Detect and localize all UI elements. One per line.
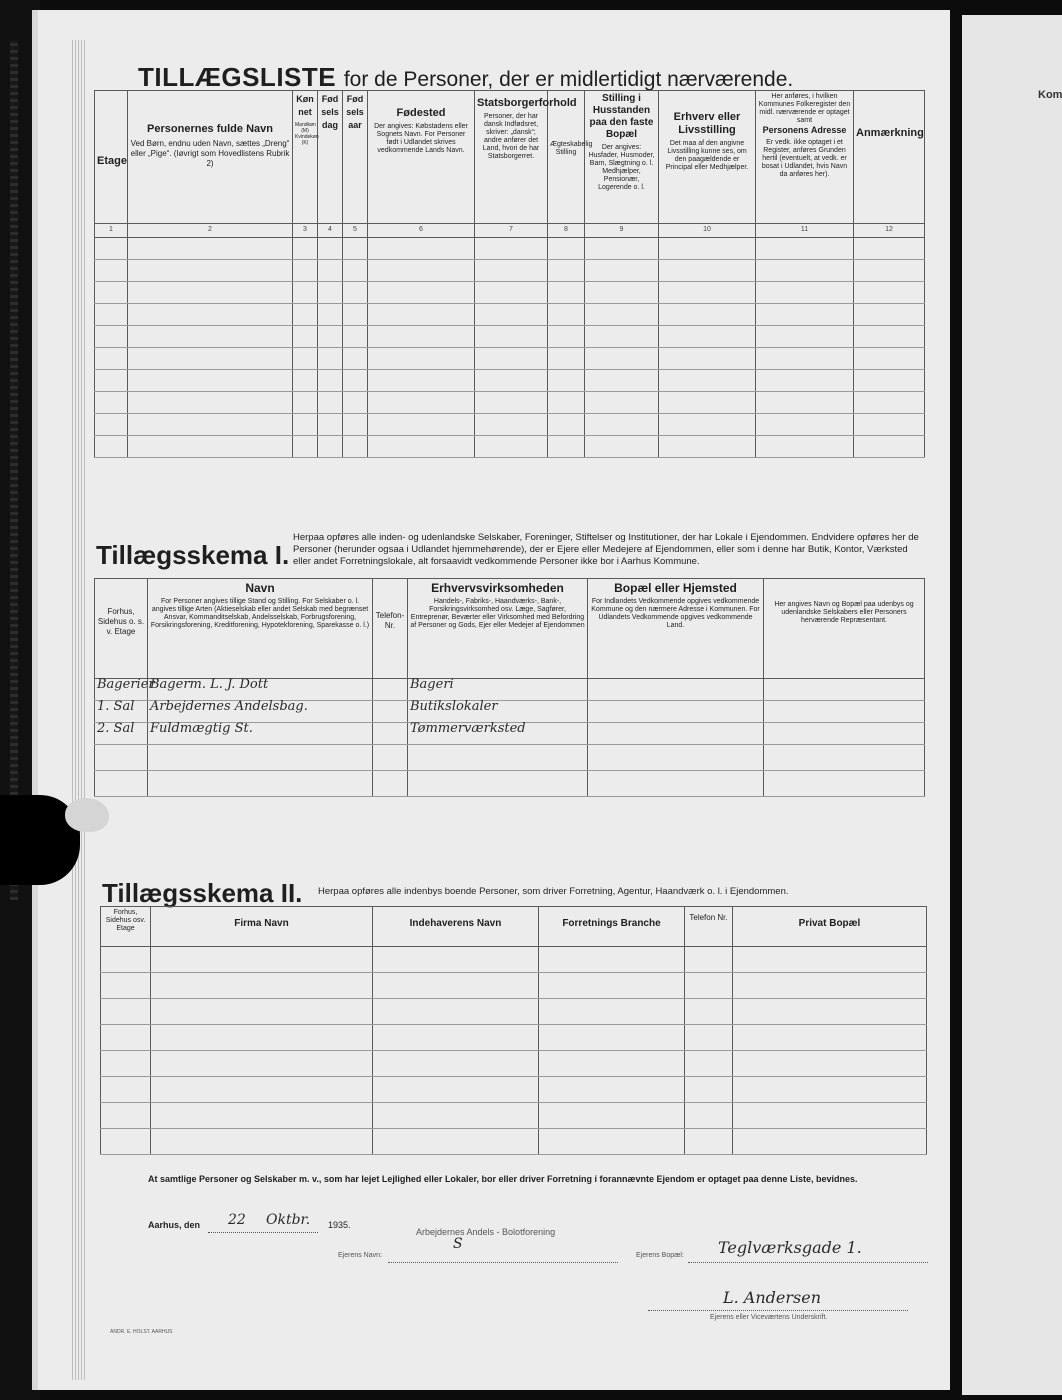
schema2-row xyxy=(101,999,927,1025)
place-date-label: Aarhus, den xyxy=(148,1220,201,1230)
table-cell xyxy=(373,771,408,797)
table-cell xyxy=(373,973,539,999)
table-cell xyxy=(293,370,318,392)
list-col-adresse: Her anføres, i hvilken Kommunes Folkeregister den midl. nærværende er optaget samt Personens Adresse Er vedk. ikke optaget i et Register, anføres Grunden hertil (eventuelt, at vedk. er bosat i Udlandet, hvis Navn da anføres her). xyxy=(756,91,854,224)
table-cell xyxy=(368,304,475,326)
table-cell xyxy=(539,973,685,999)
schema2-row xyxy=(101,1025,927,1051)
table-cell xyxy=(475,370,548,392)
table-cell xyxy=(685,1077,733,1103)
table-cell xyxy=(659,392,756,414)
list-row xyxy=(95,326,925,348)
table-cell xyxy=(101,1025,151,1051)
table-cell xyxy=(318,348,343,370)
table-cell xyxy=(548,348,585,370)
table-cell xyxy=(101,1077,151,1103)
table-cell xyxy=(101,947,151,973)
table-cell xyxy=(733,1077,927,1103)
table-cell xyxy=(585,304,659,326)
table-cell xyxy=(148,723,373,745)
list-col-aegteskab: Ægteskabelig Stilling xyxy=(548,91,585,224)
schema2-table xyxy=(100,906,927,1155)
table-cell xyxy=(659,326,756,348)
table-cell xyxy=(368,414,475,436)
table-cell xyxy=(764,723,925,745)
table-cell xyxy=(659,436,756,458)
table-cell xyxy=(548,260,585,282)
table-cell xyxy=(585,282,659,304)
table-cell xyxy=(151,1077,373,1103)
handwritten-entry: Bagerm. L. J. Dott xyxy=(150,677,269,692)
date-day: 22 xyxy=(228,1212,246,1228)
table-cell xyxy=(95,260,128,282)
table-cell xyxy=(659,348,756,370)
list-row xyxy=(95,370,925,392)
date-month: Oktbr. xyxy=(266,1212,311,1228)
table-cell xyxy=(756,436,854,458)
table-cell xyxy=(733,1025,927,1051)
owner-name-line xyxy=(388,1262,618,1263)
table-cell xyxy=(585,370,659,392)
table-cell xyxy=(343,392,368,414)
table-cell xyxy=(101,1103,151,1129)
table-cell xyxy=(318,436,343,458)
table-cell xyxy=(95,436,128,458)
schema1-header-row xyxy=(95,579,925,679)
table-cell xyxy=(585,414,659,436)
list-header-row xyxy=(95,91,925,224)
table-cell xyxy=(548,370,585,392)
table-cell xyxy=(539,1025,685,1051)
table-cell xyxy=(373,723,408,745)
schema2-col-etage: Forhus, Sidehus osv. Etage xyxy=(101,907,151,947)
table-cell xyxy=(293,414,318,436)
handwritten-entry: 2. Sal xyxy=(97,721,135,736)
schema2-col-indehaver: Indehaverens Navn xyxy=(373,907,539,947)
table-cell xyxy=(585,348,659,370)
list-col-etage: Etage xyxy=(95,91,128,224)
table-cell xyxy=(151,1051,373,1077)
table-cell xyxy=(539,947,685,973)
list-row xyxy=(95,304,925,326)
list-col-stilling: Stilling i Husstanden paa den faste Bopæl Der angives: Husfader, Husmoder, Barn, Slægtning o. l. Medhjælper, Pensionær, Logerende o. l. xyxy=(585,91,659,224)
table-cell xyxy=(151,973,373,999)
schema1-col-etage: Forhus, Sidehus o. s. v. Etage xyxy=(95,579,148,679)
table-cell xyxy=(293,392,318,414)
page-title xyxy=(138,62,793,93)
schema2-header-row xyxy=(101,907,927,947)
owner-address-label: Ejerens Bopæl: xyxy=(636,1252,684,1259)
schema2-col-telefon: Telefon Nr. xyxy=(685,907,733,947)
table-cell xyxy=(764,679,925,701)
list-number-row: 1 2 3 4 5 6 7 8 9 10 11 12 xyxy=(95,224,925,238)
list-col-foedselsaar: Fødselsaar xyxy=(343,91,368,224)
table-cell xyxy=(318,414,343,436)
handwritten-entry: 1. Sal xyxy=(97,699,135,714)
table-cell xyxy=(373,999,539,1025)
owner-name-value: S xyxy=(453,1236,463,1252)
list-row xyxy=(95,260,925,282)
table-cell xyxy=(548,304,585,326)
table-cell xyxy=(368,238,475,260)
table-cell xyxy=(539,999,685,1025)
table-cell xyxy=(373,1051,539,1077)
schema2-title: Tillægsskema II. xyxy=(102,878,303,908)
table-cell xyxy=(548,238,585,260)
table-cell xyxy=(101,973,151,999)
table-cell xyxy=(151,999,373,1025)
form-page xyxy=(32,10,950,1390)
table-cell xyxy=(343,282,368,304)
table-cell xyxy=(318,392,343,414)
title-main: TILLÆGSLISTE xyxy=(138,62,337,92)
table-cell xyxy=(101,999,151,1025)
table-cell xyxy=(128,304,293,326)
table-cell xyxy=(373,745,408,771)
schema1-row xyxy=(95,701,925,723)
list-col-statsborger: Statsborgerforhold Personer, der har dansk Indfødsret, skriver: „dansk“; andre anfører det Land, hvori de har Statsborgerret. xyxy=(475,91,548,224)
table-cell xyxy=(343,326,368,348)
table-cell xyxy=(588,679,764,701)
stamp-text: Arbejdernes Andels - Bolotforening xyxy=(416,1227,556,1237)
tillaegsliste-table xyxy=(94,90,925,458)
table-cell xyxy=(318,282,343,304)
table-cell xyxy=(373,1077,539,1103)
owner-address-line xyxy=(688,1262,928,1263)
schema2-text: Herpaa opføres alle indenbys boende Personer, som driver Forretning, Agentur, Haandværk o. l. i Ejendommen. xyxy=(318,886,789,897)
table-cell xyxy=(588,701,764,723)
schema2-row xyxy=(101,973,927,999)
table-cell xyxy=(764,771,925,797)
table-cell xyxy=(128,370,293,392)
schema1-title: Tillægsskema I. xyxy=(96,540,290,570)
list-row xyxy=(95,348,925,370)
next-page-text: Kom xyxy=(1038,89,1062,101)
table-cell xyxy=(548,392,585,414)
table-cell xyxy=(539,1103,685,1129)
table-cell xyxy=(854,436,925,458)
table-cell xyxy=(548,326,585,348)
table-cell xyxy=(756,304,854,326)
table-cell xyxy=(128,414,293,436)
table-cell xyxy=(95,745,148,771)
table-cell xyxy=(368,260,475,282)
table-cell xyxy=(95,771,148,797)
table-cell xyxy=(368,370,475,392)
handwritten-entry: Fuldmægtig St. xyxy=(150,721,253,736)
table-cell xyxy=(101,1051,151,1077)
table-cell xyxy=(128,436,293,458)
table-cell xyxy=(685,1129,733,1155)
table-cell xyxy=(128,238,293,260)
table-cell xyxy=(151,947,373,973)
list-col-navn: Personernes fulde Navn Ved Børn, endnu uden Navn, sættes „Dreng“ eller „Pige“. (Iøvrigt som Hovedlistens Rubrik 2) xyxy=(128,91,293,224)
schema1-row xyxy=(95,745,925,771)
table-cell xyxy=(101,1129,151,1155)
table-cell xyxy=(475,304,548,326)
table-cell xyxy=(373,679,408,701)
table-cell xyxy=(408,723,588,745)
table-cell xyxy=(151,1103,373,1129)
table-cell xyxy=(548,414,585,436)
table-cell xyxy=(764,701,925,723)
table-cell xyxy=(95,677,155,701)
table-cell xyxy=(343,238,368,260)
table-cell xyxy=(95,348,128,370)
table-cell xyxy=(373,947,539,973)
handwritten-entry: Bageri xyxy=(410,677,454,692)
handwritten-entry: Tømmerværksted xyxy=(410,721,526,736)
schema1-col-navn: Navn For Personer angives tillige Stand og Stilling. For Selskaber o. l. angives tillige Arten (Aktieselskab eller andet Selskab med begrænset Ansvar, Kommanditselskab, Andelsselskab, Forbrugsforening, Forsikringsforening, Kreditforening, Hypotekforening, Sparekasse o. l.) xyxy=(148,579,373,679)
table-cell xyxy=(685,999,733,1025)
table-cell xyxy=(756,326,854,348)
schema2-col-bopael: Privat Bopæl xyxy=(733,907,927,947)
table-cell xyxy=(588,771,764,797)
table-cell xyxy=(128,348,293,370)
schema1-col-telefon: Telefon-Nr. xyxy=(373,579,408,679)
table-cell xyxy=(756,370,854,392)
table-cell xyxy=(95,282,128,304)
table-cell xyxy=(95,414,128,436)
list-col-koen: Kønnet Mandkøn (M) Kvindekøn (K) xyxy=(293,91,318,224)
table-cell xyxy=(343,348,368,370)
table-cell xyxy=(95,392,128,414)
table-cell xyxy=(318,238,343,260)
table-cell xyxy=(368,326,475,348)
table-cell xyxy=(151,1025,373,1051)
table-cell xyxy=(343,436,368,458)
table-cell xyxy=(756,238,854,260)
schema2-row xyxy=(101,1077,927,1103)
table-cell xyxy=(659,414,756,436)
table-cell xyxy=(659,304,756,326)
schema1-row xyxy=(95,771,925,797)
table-cell xyxy=(318,260,343,282)
table-cell xyxy=(539,1129,685,1155)
table-cell xyxy=(854,414,925,436)
date-line xyxy=(208,1232,318,1233)
table-cell xyxy=(475,260,548,282)
table-cell xyxy=(343,304,368,326)
table-cell xyxy=(368,282,475,304)
table-cell xyxy=(588,745,764,771)
table-cell xyxy=(733,1129,927,1155)
table-cell xyxy=(95,326,128,348)
table-cell xyxy=(659,238,756,260)
table-cell xyxy=(343,370,368,392)
table-cell xyxy=(293,326,318,348)
table-cell xyxy=(685,1025,733,1051)
table-cell xyxy=(318,304,343,326)
table-cell xyxy=(128,392,293,414)
table-cell xyxy=(293,260,318,282)
schema1-body xyxy=(95,679,925,797)
schema2-col-branche: Forretnings Branche xyxy=(539,907,685,947)
list-col-foedested: Fødested Der angives: Købstadens eller Sognets Navn. For Personer født i Udlandet skrives vedkommende Lands Navn. xyxy=(368,91,475,224)
list-row xyxy=(95,414,925,436)
table-cell xyxy=(293,348,318,370)
table-cell xyxy=(756,414,854,436)
table-cell xyxy=(733,999,927,1025)
list-row xyxy=(95,436,925,458)
table-cell xyxy=(151,1129,373,1155)
table-cell xyxy=(733,1103,927,1129)
table-cell xyxy=(854,260,925,282)
list-row xyxy=(95,282,925,304)
table-cell xyxy=(148,701,373,723)
table-cell xyxy=(95,304,128,326)
table-cell xyxy=(548,436,585,458)
table-cell xyxy=(659,260,756,282)
table-cell xyxy=(373,1103,539,1129)
table-cell xyxy=(373,1025,539,1051)
table-cell xyxy=(148,745,373,771)
schema2-col-firma: Firma Navn xyxy=(151,907,373,947)
table-cell xyxy=(343,260,368,282)
table-cell xyxy=(585,436,659,458)
schema2-row xyxy=(101,947,927,973)
schema1-col-bopael: Bopæl eller Hjemsted For Indlandets Vedkommende opgives vedkommende Kommune og den nærmere Adresse i Kommunen. For Udlandets Vedkommende opgives vedkommende Land. xyxy=(588,579,764,679)
table-cell xyxy=(293,304,318,326)
table-cell xyxy=(475,392,548,414)
table-cell xyxy=(148,771,373,797)
schema1-table xyxy=(94,578,925,797)
table-cell xyxy=(756,392,854,414)
table-cell xyxy=(585,392,659,414)
table-cell xyxy=(854,282,925,304)
table-cell xyxy=(475,414,548,436)
schema2-row xyxy=(101,1051,927,1077)
table-cell xyxy=(343,414,368,436)
binding-stitching xyxy=(10,40,18,900)
table-cell xyxy=(368,348,475,370)
table-cell xyxy=(148,679,373,701)
list-col-erhverv: Erhverv eller Livsstilling Det maa af den angivne Livsstilling kunne ses, om den paagældende er Principal eller Medhjælper. xyxy=(659,91,756,224)
table-cell xyxy=(95,238,128,260)
schema2-row xyxy=(101,1129,927,1155)
table-cell xyxy=(475,326,548,348)
schema1-row xyxy=(95,679,925,701)
table-cell xyxy=(128,260,293,282)
schema1-text: Herpaa opføres alle inden- og udenlandske Selskaber, Foreninger, Stiftelser og Institutioner, der har Lokale i Ejendommen. Endvidere opføres her de Personer (herunder ogsaa i Udlandet hjemmehørende), der er Ejere eller Medejere af Ejendommen, eller som i denne har Butik, Kontor, Værksted eller andet Forretningslokale, alt forsaavidt vedkommende Personer ikke bor i Aarhus Kommune. xyxy=(293,532,919,567)
list-body xyxy=(95,238,925,458)
table-cell xyxy=(588,723,764,745)
schema1-col-repraesentant: Her angives Navn og Bopæl paa udenbys og udenlandske Selskabers eller Personers herværende Repræsentant. xyxy=(764,579,925,679)
table-cell xyxy=(408,701,588,723)
table-cell xyxy=(854,326,925,348)
table-cell xyxy=(128,282,293,304)
table-cell xyxy=(733,947,927,973)
table-cell xyxy=(373,701,408,723)
table-cell xyxy=(659,282,756,304)
table-cell xyxy=(475,436,548,458)
printer-mark: ANDR. E. HOLST. AARHUS xyxy=(110,1329,173,1335)
table-cell xyxy=(854,238,925,260)
table-cell xyxy=(539,1051,685,1077)
owner-name-label: Ejerens Navn: xyxy=(338,1252,382,1259)
table-cell xyxy=(756,282,854,304)
table-cell xyxy=(854,304,925,326)
table-cell xyxy=(756,348,854,370)
table-cell xyxy=(854,392,925,414)
table-cell xyxy=(408,745,588,771)
table-cell xyxy=(548,282,585,304)
table-cell xyxy=(585,326,659,348)
table-cell xyxy=(293,436,318,458)
table-cell xyxy=(318,370,343,392)
table-cell xyxy=(408,679,588,701)
table-cell xyxy=(733,973,927,999)
table-cell xyxy=(733,1051,927,1077)
table-cell xyxy=(685,1051,733,1077)
table-cell xyxy=(408,771,588,797)
list-row xyxy=(95,238,925,260)
schema2-body xyxy=(101,947,927,1155)
table-cell xyxy=(128,326,293,348)
table-cell xyxy=(854,370,925,392)
date-year: 1935. xyxy=(328,1220,351,1230)
thumb xyxy=(65,798,109,832)
table-cell xyxy=(475,282,548,304)
table-cell xyxy=(475,348,548,370)
table-cell xyxy=(475,238,548,260)
table-cell xyxy=(293,282,318,304)
title-subtitle: for de Personer, der er midlertidigt nærværende. xyxy=(343,68,794,91)
handwritten-entry: Arbejdernes Andelsbag. xyxy=(150,699,308,714)
table-cell xyxy=(95,370,128,392)
owner-address-value: Teglværksgade 1. xyxy=(718,1238,862,1257)
next-page-edge xyxy=(962,15,1062,1395)
table-cell xyxy=(685,947,733,973)
list-col-foedselsdag: Fødselsdag xyxy=(318,91,343,224)
schema2-row xyxy=(101,1103,927,1129)
table-cell xyxy=(685,973,733,999)
owner-signature: L. Andersen xyxy=(723,1288,821,1307)
list-row xyxy=(95,392,925,414)
table-cell xyxy=(756,260,854,282)
table-cell xyxy=(368,436,475,458)
schema1-col-erhverv: Erhvervsvirksomheden Handels-, Fabriks-, Haandværks-, Bank-, Forsikringsvirksomhed osv. Læge, Sagfører, Entreprenør, Beværter eller Virksomhed med Befordring af Personer og Gods, Ejer eller Medejer af Ejendommen xyxy=(408,579,588,679)
handwritten-entry: Butikslokaler xyxy=(410,699,498,714)
table-cell xyxy=(585,238,659,260)
schema1-row xyxy=(95,723,925,745)
table-cell xyxy=(539,1077,685,1103)
list-col-anmaerkning: Anmærkning xyxy=(854,91,925,224)
table-cell xyxy=(659,370,756,392)
table-cell xyxy=(854,348,925,370)
handwritten-entry: Bagerier xyxy=(97,677,155,692)
table-cell xyxy=(95,701,148,723)
table-cell xyxy=(368,392,475,414)
table-cell xyxy=(764,745,925,771)
certification-statement: At samtlige Personer og Selskaber m. v., som har lejet Lejlighed eller Lokaler, bor eller driver Forretning i forannævnte Ejendom er optaget paa denne Liste, bevidnes. xyxy=(148,1174,858,1184)
table-cell xyxy=(318,326,343,348)
table-cell xyxy=(373,1129,539,1155)
table-cell xyxy=(293,238,318,260)
signature-line xyxy=(648,1310,908,1311)
table-cell xyxy=(95,723,148,745)
table-cell xyxy=(685,1103,733,1129)
page-edge-lines xyxy=(72,40,86,1380)
table-cell xyxy=(585,260,659,282)
signature-label: Ejerens eller Viceværtens Underskrift. xyxy=(710,1314,828,1321)
